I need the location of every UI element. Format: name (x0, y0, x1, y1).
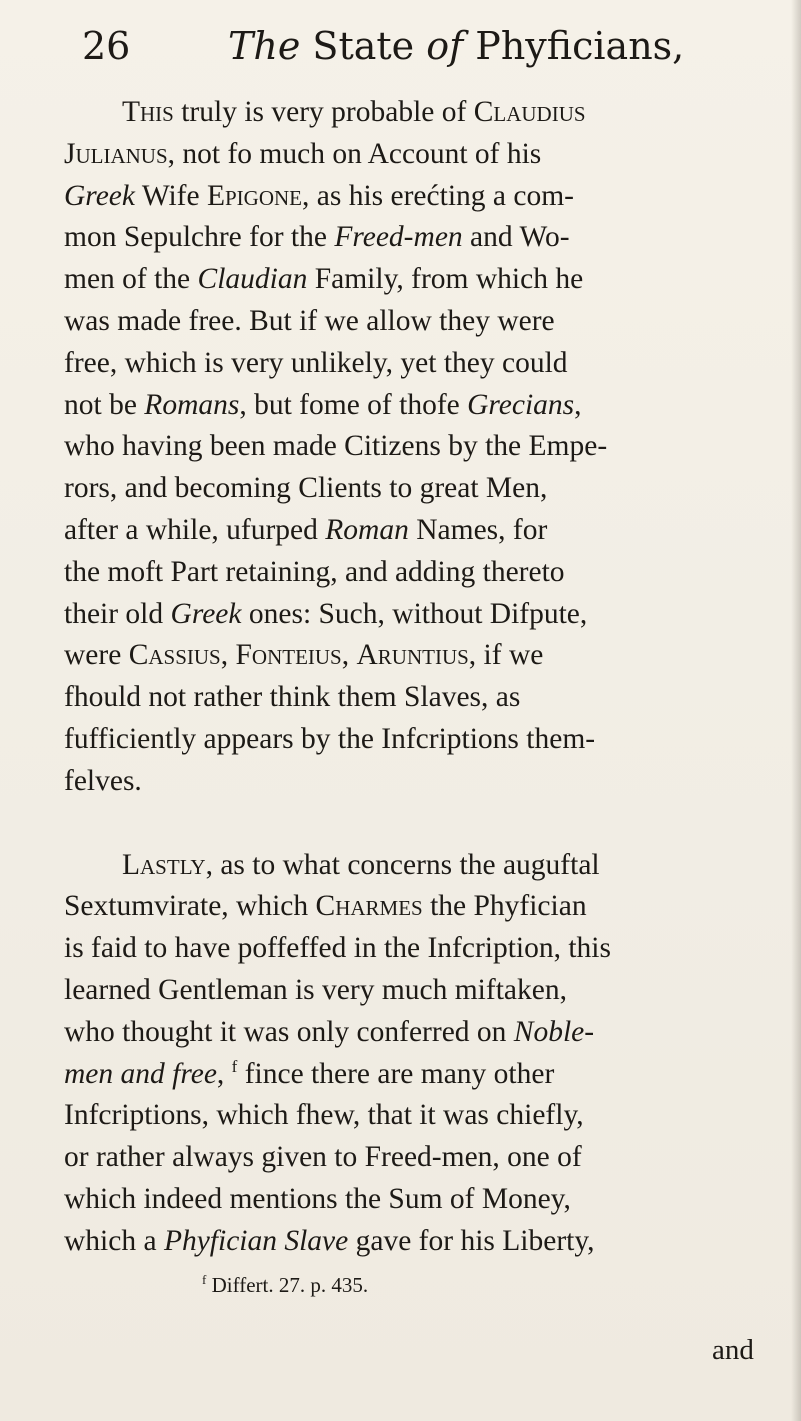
footnote-mark: f (202, 1272, 207, 1287)
text-line (64, 594, 776, 636)
running-title-of: of (426, 24, 464, 68)
text-segment: Cassius (128, 639, 221, 672)
text-segment: , if we (468, 639, 544, 672)
running-header (0, 10, 801, 72)
text-line (64, 1179, 776, 1221)
text-segment: felves. (64, 764, 142, 797)
text-segment: men of the (64, 263, 198, 296)
text-segment: the moft Part retaining, and adding thereto (64, 555, 565, 588)
text-line (64, 426, 776, 468)
text-segment: Fonteius (235, 639, 342, 672)
paragraph-2 (64, 845, 776, 1263)
text-segment: Phyfician Slave (163, 1224, 349, 1257)
text-line (64, 1221, 776, 1263)
text-line (64, 176, 776, 218)
text-segment: rors, and becoming Clients to great Men, (64, 472, 548, 505)
page-number: 26 (82, 24, 131, 68)
text-line (64, 343, 776, 385)
text-line (64, 970, 776, 1012)
text-segment: which a (64, 1224, 164, 1257)
text-segment: Lastly (122, 848, 206, 881)
text-line (64, 134, 776, 176)
text-segment: learned Gentleman is very much miftaken, (64, 973, 567, 1006)
text-segment: which indeed mentions the Sum of Money, (64, 1182, 571, 1215)
text-segment: is faid to have poffeffed in the Infcription, this (64, 932, 611, 965)
text-line (64, 92, 776, 134)
text-line (64, 259, 776, 301)
text-segment: Julianus (64, 137, 168, 170)
text-segment: fufficiently appears by the Infcriptions them- (64, 722, 596, 755)
text-segment: Names, for (408, 513, 548, 546)
text-segment: Wife (134, 179, 207, 212)
text-segment: , (341, 639, 357, 672)
text-segment: , (220, 639, 236, 672)
footnote-reference: f (231, 1056, 238, 1076)
text-segment: the Phyfician (422, 890, 587, 923)
footnote-text: Differt. 27. p. 435. (211, 1273, 369, 1297)
text-line (64, 886, 776, 928)
text-line (64, 552, 776, 594)
text-line (64, 1054, 776, 1096)
catchword: and (712, 1334, 754, 1366)
text-line (64, 468, 776, 510)
text-line (64, 1012, 776, 1054)
text-segment: Grecians (467, 388, 575, 421)
text-segment: Greek (170, 597, 242, 630)
text-segment: gave for his Liberty, (348, 1224, 595, 1257)
text-segment: Noble- (513, 1015, 595, 1048)
text-segment: fince there are many other (237, 1057, 555, 1090)
page-edge-shadow (791, 0, 801, 1421)
text-segment: Claudius (473, 96, 586, 128)
text-line (64, 677, 776, 719)
text-segment: was made free. But if we allow they were (64, 304, 555, 337)
text-line (64, 385, 776, 427)
text-segment: Romans (144, 388, 240, 421)
text-line (64, 1095, 776, 1137)
text-segment: Roman (325, 513, 409, 546)
text-line (64, 719, 776, 761)
text-line (64, 1137, 776, 1179)
text-segment: , (216, 1057, 232, 1090)
text-segment: or rather always given to Freed-men, one of (64, 1141, 582, 1174)
text-segment: , not fo much on Account of his (167, 137, 542, 170)
text-segment: Aruntius (356, 639, 469, 672)
text-line (64, 635, 776, 677)
text-line (64, 928, 776, 970)
text-segment: , but fome of thofe (239, 388, 468, 421)
text-segment: free, which is very unlikely, yet they could (64, 346, 568, 379)
text-segment: Claudian (197, 263, 308, 296)
running-title (228, 24, 684, 68)
text-segment: were (64, 639, 129, 672)
text-segment: men and free (64, 1057, 217, 1090)
text-segment: not be (64, 388, 145, 421)
text-segment: ones: Such, without Difpute, (241, 597, 588, 630)
text-line (64, 301, 776, 343)
text-segment: fhould not rather think them Slaves, as (64, 681, 521, 714)
text-segment: truly is very probable of (173, 96, 474, 128)
text-segment: who having been made Citizens by the Empe- (64, 430, 608, 463)
text-segment: Freed-men (334, 221, 463, 254)
text-segment: Sextumvirate, which (64, 890, 316, 923)
text-line (64, 217, 776, 259)
text-segment: mon Sepulchre for the (64, 221, 335, 254)
text-line (64, 845, 776, 887)
text-line (64, 761, 776, 803)
text-segment: , as his erećting a com- (302, 179, 574, 212)
text-segment: , (574, 388, 582, 421)
running-title-the: The (228, 24, 301, 68)
body-text (64, 92, 776, 1263)
text-segment: Epigone (206, 179, 303, 212)
paragraph-1 (64, 92, 776, 803)
text-segment: Greek (64, 179, 135, 212)
text-segment: and Wo- (462, 221, 570, 254)
text-segment: Family, from which he (307, 263, 584, 296)
paragraph-gap (64, 803, 776, 845)
text-segment: who thought it was only conferred on (64, 1015, 514, 1048)
footnote (202, 1267, 368, 1298)
running-title-state: State (312, 24, 415, 68)
text-segment: This (122, 96, 174, 128)
text-segment: their old (64, 597, 171, 630)
running-title-physicians: Phyficians, (475, 24, 685, 68)
text-line (64, 510, 776, 552)
text-segment: Charmes (315, 890, 423, 923)
text-segment: after a while, ufurped (64, 513, 326, 546)
text-segment: , as to what concerns the auguftal (205, 848, 600, 881)
text-segment: Infcriptions, which fhew, that it was chiefly, (64, 1099, 584, 1132)
